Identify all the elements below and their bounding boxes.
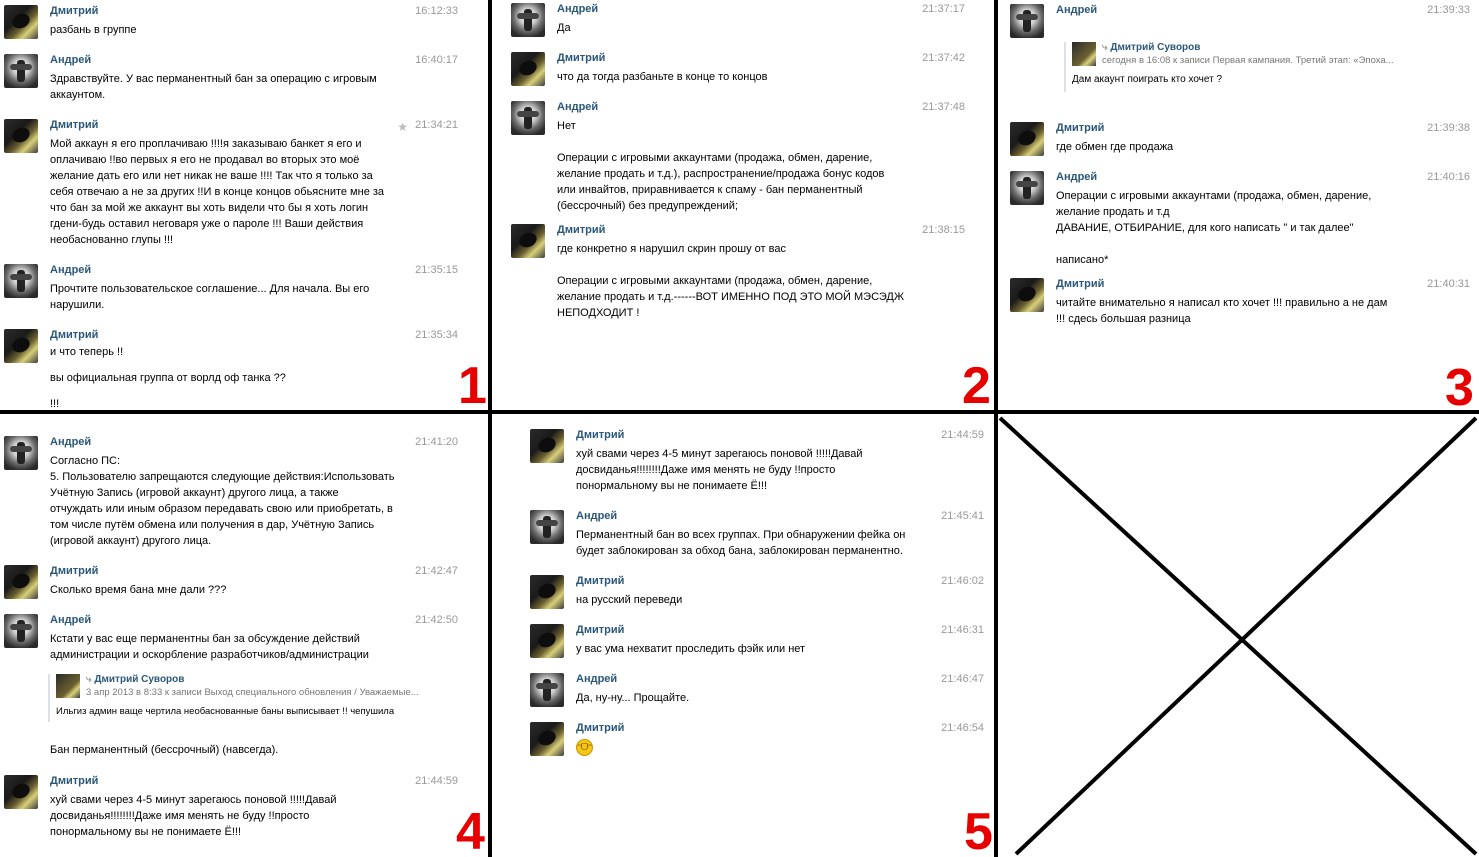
message-text: читайте внимательно я написал кто хочет !!! правильно а не дам !!! сдесь большая разница: [1056, 297, 1388, 325]
avatar[interactable]: [530, 673, 564, 707]
timestamp: 21:46:47: [941, 673, 984, 685]
message: [1010, 171, 1470, 271]
avatar[interactable]: [1010, 171, 1044, 205]
avatar[interactable]: [511, 101, 545, 135]
repost-author[interactable]: ⤷ Дмитрий Суворов: [1102, 42, 1201, 53]
message-text: Кстати у вас еще перманентны бан за обсуждение действий администрации и оскорбление разработчиков/администрации: [50, 633, 369, 661]
avatar[interactable]: [530, 575, 564, 609]
message-text: разбань в группе: [50, 24, 137, 36]
message: [4, 565, 464, 605]
crossed-out-panel: [998, 414, 1479, 857]
timestamp: 21:37:42: [922, 52, 965, 64]
timestamp: 21:44:59: [415, 775, 458, 787]
avatar[interactable]: [4, 329, 38, 363]
panel-number: 3: [1445, 359, 1474, 410]
message: [4, 436, 464, 556]
author-name[interactable]: Андрей: [50, 54, 92, 66]
repost-author[interactable]: ⤷ Дмитрий Суворов: [86, 674, 185, 685]
message-text: у вас ума нехватит проследить фэйк или нет: [576, 643, 806, 655]
repost[interactable]: [48, 674, 419, 722]
message-text: Перманентный бан во всех группах. При обнаружении фейка он будет заблокирован за обход бана, заблокирован перманентно.: [576, 529, 906, 557]
panel-number: 5: [964, 803, 993, 857]
message-text: хуй свами через 4-5 минут зарегаюсь поновой !!!!!Давай досвиданья!!!!!!!!Даже имя менять не буду !!просто понормальному вы не понимаете Ё!!!: [50, 794, 337, 838]
timestamp: 21:39:33: [1427, 4, 1470, 16]
timestamp: 21:37:48: [922, 101, 965, 113]
author-name[interactable]: Дмитрий: [576, 624, 625, 636]
message-text: и что теперь !! вы официальная группа от ворлд оф танка ?? !!!: [50, 346, 286, 410]
avatar[interactable]: [511, 52, 545, 86]
message-text: [576, 739, 593, 756]
avatar[interactable]: [4, 264, 38, 298]
author-name[interactable]: Андрей: [576, 673, 618, 685]
timestamp: 21:40:16: [1427, 171, 1470, 183]
message: [530, 575, 990, 615]
repost-meta[interactable]: сегодня в 16:08 к записи Первая кампания. Третий этап: «Эпоха...: [1102, 55, 1394, 66]
repost-text: Дам акаунт поиграть кто хочет ?: [1072, 74, 1223, 85]
author-name[interactable]: Андрей: [557, 101, 599, 113]
avatar[interactable]: [530, 624, 564, 658]
message: [530, 624, 990, 664]
avatar[interactable]: [511, 224, 545, 258]
timestamp: 21:35:34: [415, 329, 458, 341]
message: [4, 264, 464, 324]
avatar[interactable]: [4, 54, 38, 88]
timestamp: 21:45:41: [941, 510, 984, 522]
avatar[interactable]: [1010, 122, 1044, 156]
repost[interactable]: [1064, 42, 1422, 92]
timestamp: 21:46:02: [941, 575, 984, 587]
avatar[interactable]: [1010, 278, 1044, 312]
author-name[interactable]: Дмитрий: [1056, 122, 1105, 134]
timestamp: 16:12:33: [415, 5, 458, 17]
repost-meta[interactable]: 3 апр 2013 в 8:33 к записи Выход специального обновления / Уважаемые...: [86, 687, 419, 698]
divider-horizontal: [0, 410, 1479, 414]
author-name[interactable]: Дмитрий: [50, 5, 99, 17]
message-text: где обмен где продажа: [1056, 141, 1174, 153]
author-name[interactable]: Дмитрий: [576, 722, 625, 734]
message: [4, 5, 464, 45]
repost-text: Ильгиз админ ваще чертила необаснованные баны выписывает !! чепушила: [56, 706, 395, 717]
avatar[interactable]: [4, 775, 38, 809]
message-text: на русский переведи: [576, 594, 683, 606]
message: [511, 52, 971, 92]
panel-3: [998, 0, 1479, 410]
repost-arrow-icon: ⤷: [86, 674, 95, 685]
panel-2: [492, 0, 995, 410]
author-name[interactable]: Андрей: [576, 510, 618, 522]
message: [530, 722, 990, 762]
message-text: что да тогда разбаньте в конце то концов: [557, 71, 768, 83]
author-name[interactable]: Дмитрий: [576, 429, 625, 441]
message-text-extra: Бан перманентный (бессрочный) (навсегда).: [50, 744, 279, 756]
message-text: хуй свами через 4-5 минут зарегаюсь поновой !!!!!Давай досвиданья!!!!!!!!Даже имя менять не буду !!просто понормальному вы не понимаете Ё!!!: [576, 448, 863, 492]
timestamp: 21:42:47: [415, 565, 458, 577]
repost-avatar: [56, 674, 80, 698]
message: [4, 614, 464, 764]
divider-vertical-2: [994, 0, 998, 857]
timestamp: 21:44:59: [941, 429, 984, 441]
message-text: Здравствуйте. У вас перманентный бан за операцию с игровым аккаунтом.: [50, 73, 377, 101]
laughing-emoji-icon: ᵔᗜᵔ: [576, 739, 593, 756]
message: [530, 673, 990, 713]
message: [511, 101, 971, 221]
panel-1: [0, 0, 489, 410]
avatar[interactable]: [4, 436, 38, 470]
message-text: Нет Операции с игровыми аккаунтами (продажа, обмен, дарение, желание продать и т.д.), распространение/продажа бонус кодов или инвайтов, приравнивается к спаму - бан перманентный (бессрочный) без предупреждений;: [557, 120, 885, 212]
author-name[interactable]: Дмитрий: [576, 575, 625, 587]
message-text: Согласно ПС: 5. Пользователю запрещаются следующие действия:Использовать Учётную Запись (игровой аккаунт) другого лица, а также отчуждать или иным образом передавать свою или приобретать, в том числе путём обмена или получения в дар, Учётную Запись (игровой аккаунт) другого лица.: [50, 455, 395, 547]
author-name[interactable]: Андрей: [557, 3, 599, 15]
author-name[interactable]: Андрей: [1056, 171, 1098, 183]
author-name[interactable]: Дмитрий: [557, 52, 606, 64]
message: [511, 224, 971, 324]
author-name[interactable]: Дмитрий: [50, 119, 99, 131]
author-name[interactable]: Андрей: [50, 614, 92, 626]
message: [1010, 278, 1470, 338]
timestamp: 21:39:38: [1427, 122, 1470, 134]
author-name[interactable]: Дмитрий: [50, 775, 99, 787]
message: [1010, 4, 1470, 104]
avatar[interactable]: [4, 565, 38, 599]
avatar[interactable]: [530, 722, 564, 756]
message: [4, 119, 464, 259]
panel-5: [492, 414, 995, 857]
panel-4: [0, 414, 489, 857]
avatar[interactable]: [530, 510, 564, 544]
avatar[interactable]: [4, 614, 38, 648]
panel-number: 4: [456, 803, 485, 857]
author-name[interactable]: Дмитрий: [50, 329, 99, 341]
author-name[interactable]: Андрей: [1056, 4, 1098, 16]
message-text: где конкретно я нарушил скрин прошу от вас Операции с игровыми аккаунтами (продажа, обмен, дарение, желание продать и т.д.------ВОТ ИМЕННО ПОД ЭТО МОЙ МЭСЭДЖ НЕПОДХОДИТ !: [557, 243, 905, 319]
timestamp: 21:40:31: [1427, 278, 1470, 290]
timestamp: 21:34:21: [415, 119, 458, 131]
divider-vertical-1: [488, 0, 492, 857]
message: [4, 329, 464, 410]
avatar[interactable]: [530, 429, 564, 463]
panel-number: 2: [962, 357, 991, 410]
message-text: Да: [557, 22, 571, 34]
panel-number: 1: [458, 357, 487, 410]
author-name[interactable]: Андрей: [50, 436, 92, 448]
message: [1010, 122, 1470, 162]
timestamp: 21:42:50: [415, 614, 458, 626]
author-name[interactable]: Дмитрий: [1056, 278, 1105, 290]
avatar[interactable]: [511, 3, 545, 37]
message-text: Сколько время бана мне дали ???: [50, 584, 227, 596]
timestamp: 16:40:17: [415, 54, 458, 66]
timestamp: 21:35:15: [415, 264, 458, 276]
message-text: Мой аккаун я его проплачиваю !!!!я заказываю банкет я его и оплачиваю !!во первых я его не продавал во вторых это моё желание дать его или нет никак не ваше !!!! Так что я только за себя отвечаю а не за других !!И в конце концов обьясните мне за что бан за мой же аккаунт вы хоть видели что бы я хоть логин гдени-будь оставил неговаря уже о пароле !!! Ваши действия необаснованно глупы !!!: [50, 138, 385, 246]
message-text: Операции с игровыми аккаунтами (продажа, обмен, дарение, желание продать и т.д ДАВАНИЕ, ОТБИРАНИЕ, для кого написать " и так далее" написано*: [1056, 190, 1372, 266]
repost-arrow-icon: ⤷: [1102, 42, 1111, 53]
timestamp: 21:37:17: [922, 3, 965, 15]
repost-avatar: [1072, 42, 1096, 66]
message-text: Да, ну-ну... Прощайте.: [576, 692, 690, 704]
timestamp: 21:46:54: [941, 722, 984, 734]
timestamp: 21:41:20: [415, 436, 458, 448]
message: [530, 429, 990, 499]
timestamp: 21:38:15: [922, 224, 965, 236]
author-name[interactable]: Дмитрий: [557, 224, 606, 236]
timestamp: 21:46:31: [941, 624, 984, 636]
message-text: Прочтите пользовательское соглашение... Для начала. Вы его нарушили.: [50, 283, 370, 311]
message: [530, 510, 990, 565]
message: [511, 3, 971, 43]
avatar[interactable]: [1010, 4, 1044, 38]
message: [4, 54, 464, 114]
avatar[interactable]: [4, 5, 38, 39]
author-name[interactable]: Андрей: [50, 264, 92, 276]
author-name[interactable]: Дмитрий: [50, 565, 99, 577]
avatar[interactable]: [4, 119, 38, 153]
star-icon[interactable]: ★: [397, 120, 408, 134]
message: [4, 775, 464, 855]
